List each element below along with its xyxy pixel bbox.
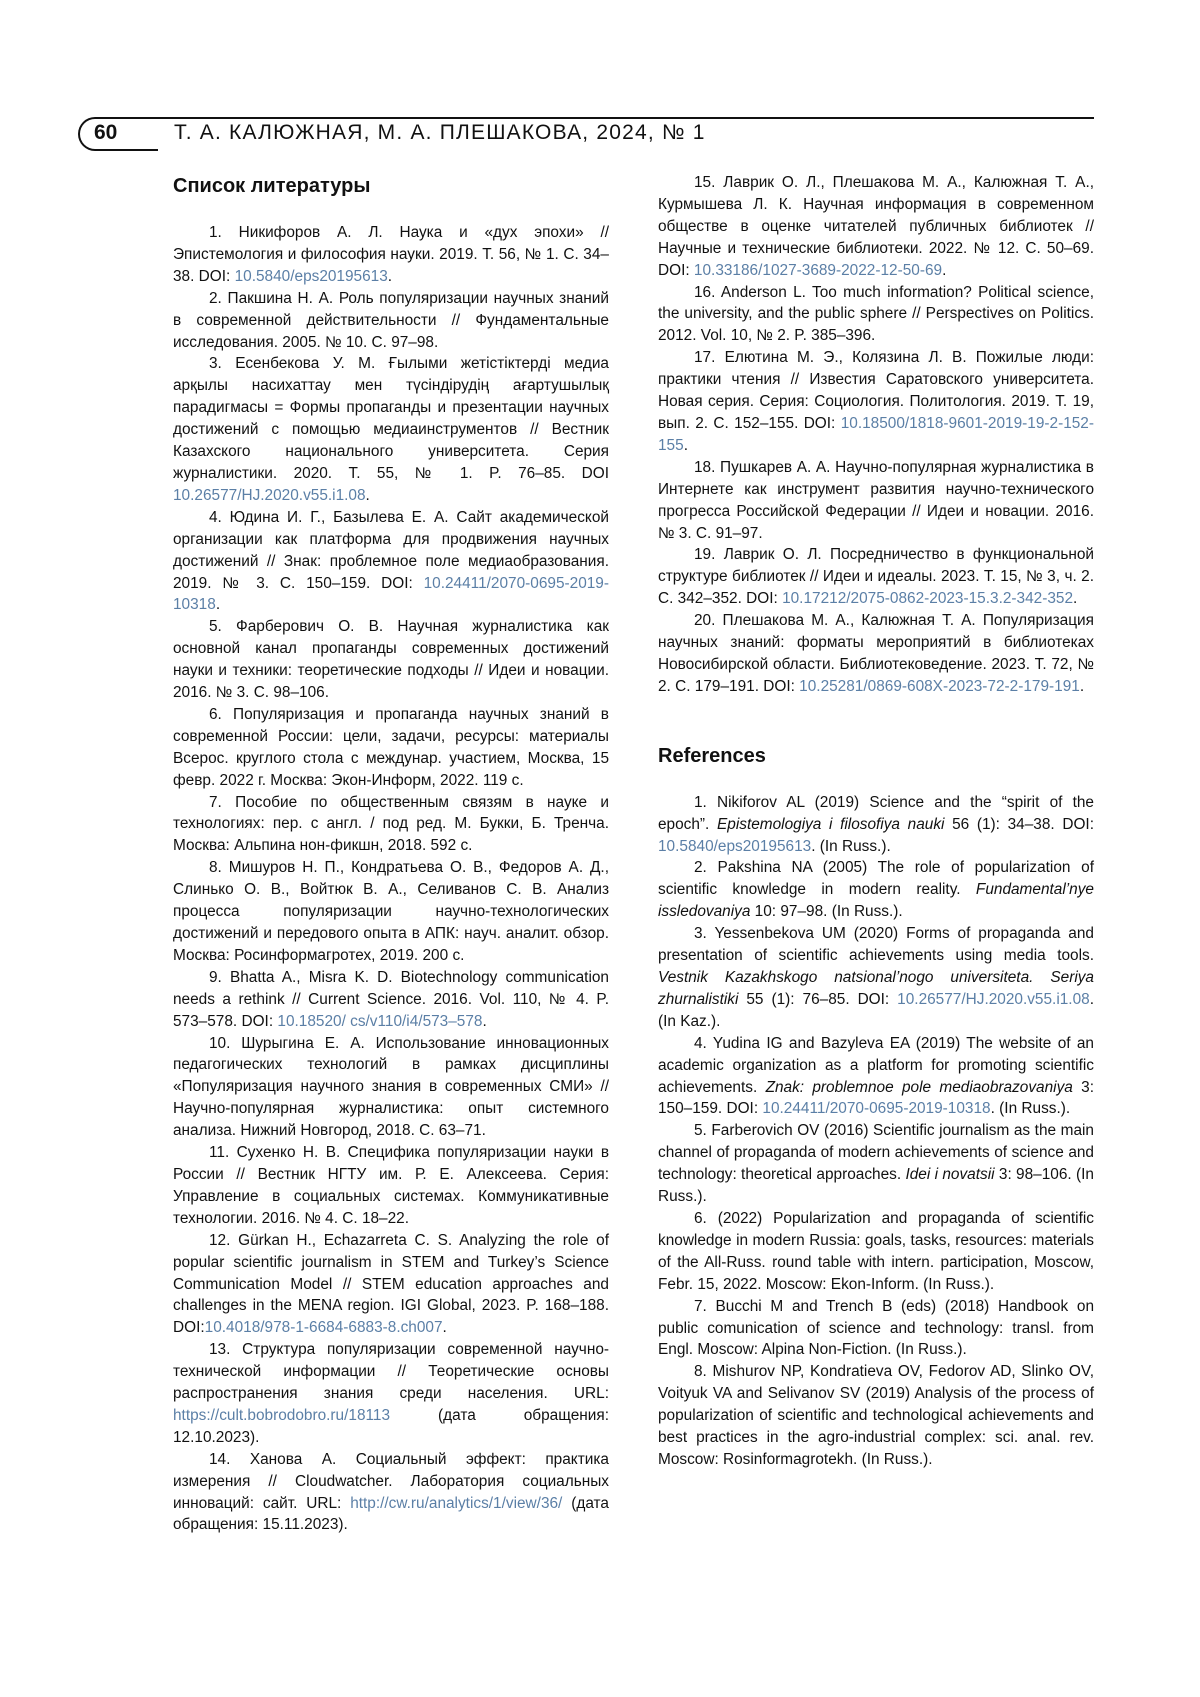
header-rule — [98, 117, 1094, 119]
doi-link[interactable]: 10.5840/eps20195613 — [234, 267, 388, 285]
reference-item-details: 55 (1): 76–85. DOI: — [738, 990, 898, 1008]
bibliography-item-text: 19. Лаврик О. Л. Посредничество в функциональной структуре библиотек // Идеи и идеалы. 2023. Т. 15, № 3, ч. 2. С. 342–352. DOI: — [658, 546, 1094, 608]
references-title: References — [658, 744, 766, 767]
reference-item — [658, 1120, 1094, 1208]
bibliography-item — [173, 616, 609, 704]
bibliography-item-suffix: . — [1073, 590, 1078, 608]
bibliography-item — [173, 1339, 609, 1449]
bibliography-item-text: 1. Никифоров А. Л. Наука и «дух эпохи» // Эпистемология и философия науки. 2019. Т. 56, № 1. С. 34–38. DOI: — [173, 224, 609, 285]
reference-item-text: 3. Yessenbekova UM (2020) Forms of propaganda and presentation of scientific achievements using media tools. — [658, 925, 1094, 965]
bibliography-item — [173, 792, 609, 858]
doi-link[interactable]: 10.17212/2075-0862-2023-15.3.2-342-352 — [782, 590, 1074, 608]
doi-link[interactable]: 10.24411/2070-0695-2019-10318 — [762, 1100, 991, 1118]
right-column — [658, 172, 1094, 1471]
reference-item-suffix: . (In Russ.). — [990, 1100, 1071, 1118]
bibliography-item-text: 5. Фарберович О. В. Научная журналистика как основной канал пропаганды современных достижений науки и техники: теоретические подходы // Идеи и новации. 2016. № 3. С. 98–106. — [173, 618, 609, 702]
bibliography-item — [173, 288, 609, 354]
bibliography-item-suffix: . — [215, 596, 221, 614]
bibliography-list-right — [658, 172, 1094, 698]
bibliography-item — [173, 1449, 609, 1537]
bibliography-item-suffix: . — [683, 436, 688, 454]
bibliography-item-text: 20. Плешакова М. А., Калюжная Т. А. Популяризация научных знаний: форматы мероприятий в библиотеках Новосибирской области. Библиотековедение. 2023. Т. 72, № 2. С. 179–191. DOI: — [658, 612, 1094, 695]
bibliography-item — [173, 857, 609, 967]
reference-item-suffix: . (In Kaz.). — [658, 990, 1094, 1030]
page-number: 60 — [94, 121, 118, 144]
doi-link[interactable]: 10.18500/1818-9601-2019-19-2-152-155 — [658, 414, 1094, 454]
reference-item-details: 56 (1): 34–38. DOI: — [944, 815, 1094, 833]
bibliography-item — [658, 172, 1094, 282]
reference-item — [658, 1033, 1094, 1121]
bibliography-item-text: 7. Пособие по общественным связям в науке и технологиях: пер. с англ. / под ред. М. Букки, Б. Тренча. Москва: Альпина нон-фикшн, 2018. 592 с. — [173, 793, 609, 855]
reference-item — [658, 1361, 1094, 1471]
doi-link[interactable]: http://cw.ru/analytics/1/view/36/ — [350, 1494, 563, 1512]
doi-link[interactable]: 10.24411/2070-0695-2019-10318 — [173, 574, 609, 614]
doi-link[interactable]: 10.26577/HJ.2020.v55.i1.08 — [173, 486, 366, 504]
bibliography-item — [658, 347, 1094, 457]
bibliography-item-suffix: (дата обращения: 15.11.2023). — [173, 1494, 609, 1534]
bibliography-item-text: 9. Bhatta A., Misra K. D. Biotechnology communication needs a rethink // Current Science. 2016. Vol. 110, № 4. P. 573–578. DOI: — [173, 968, 609, 1030]
doi-link[interactable]: https://cult.bobrodobro.ru/18113 — [173, 1406, 391, 1424]
bibliography-item — [658, 610, 1094, 698]
bibliography-list-left — [173, 222, 609, 1536]
reference-item-details: 10: 97–98. (In Russ.). — [750, 903, 903, 921]
bibliography-item-text: 14. Ханова А. Социальный эффект: практика измерения // Cloudwatcher. Лаборатория социальных инноваций: сайт. URL: — [173, 1450, 609, 1512]
reference-journal: Vestnik Kazakhskogo natsional’nogo universiteta. Seriya zhurnalistiki — [658, 969, 1094, 1008]
bibliography-item — [173, 507, 609, 617]
bibliography-title: Список литературы — [173, 175, 371, 197]
doi-link[interactable]: 10.18520/ cs/v110/i4/573–578 — [277, 1012, 483, 1030]
running-header — [78, 117, 1094, 151]
reference-item-text: 5. Farberovich OV (2016) Scientific journalism as the main channel of propaganda of modern achievements of science and technology: theoretical approaches. — [658, 1122, 1094, 1184]
bibliography-item — [173, 1142, 609, 1230]
bibliography-item-text: 18. Пушкарев А. А. Научно-популярная журналистика в Интернете как инструмент развития научно-технического прогресса Российской Федерации // Идеи и новации. 2016. № 3. С. 91–97. — [658, 458, 1094, 542]
bibliography-item — [173, 1230, 609, 1340]
reference-item-text: 1. Nikiforov AL (2019) Science and the “spirit of the epoch”. — [658, 793, 1094, 833]
bibliography-item-text: 3. Есенбекова У. М. Ғылыми жетістіктерді медиа арқылы насихаттау мен түсіндірудің ағартушылық парадигмасы = Формы пропаганды и презентации научных достижений с помощью медиаинструментов // Вестник Казахского национального университета. Серия журналистики. 2020. Т. 55, № 1. P. 76–85. DOI — [173, 355, 609, 482]
reference-item-details: 3: 98–106. (In Russ.). — [658, 1166, 1094, 1206]
bibliography-item-text: 16. Anderson L. Too much information? Political science, the university, and the public sphere // Perspectives on Politics. 2012. Vol. 10, № 2. P. 385–396. — [658, 283, 1094, 345]
reference-item — [658, 857, 1094, 923]
reference-item-text: 2. Pakshina NA (2005) The role of popularization of scientific knowledge in modern reality. — [658, 859, 1094, 899]
bibliography-item-text: 11. Сухенко Н. В. Специфика популяризации науки в России // Вестник НГТУ им. Р. Е. Алексеева. Серия: Управление в социальных системах. Коммуникативные технологии. 2016. № 4. С. 18–22. — [173, 1144, 609, 1227]
running-title: Т. А. КАЛЮЖНАЯ, М. А. ПЛЕШАКОВА, 2024, № 1 — [174, 121, 706, 144]
bibliography-item-text: 13. Структура популяризации современной научно-технической информации // Теоретические основы распространения знания среди населения. URL: — [173, 1341, 609, 1403]
bibliography-item-suffix: . — [942, 261, 947, 279]
reference-journal: Idei i novatsii — [905, 1166, 995, 1184]
bibliography-item — [658, 282, 1094, 348]
bibliography-item-suffix: . — [387, 267, 393, 285]
references-list — [658, 792, 1094, 1471]
bibliography-item-text: 8. Мишуров Н. П., Кондратьева О. В., Федоров А. Д., Слинько О. В., Войтюк В. А., Селиванов С. В. Анализ процесса популяризации научно-технологических достижений и передового опыта в АПК: науч. аналит. обзор. Москва: Росинформагротех, 2019. 200 с. — [173, 859, 609, 964]
doi-link[interactable]: 10.25281/0869-608X-2023-72-2-179-191 — [799, 677, 1080, 695]
bibliography-item — [173, 967, 609, 1033]
reference-item-details: 3: 150–159. DOI: — [658, 1078, 1094, 1118]
bibliography-item-suffix: . — [442, 1319, 447, 1337]
reference-journal: Fundamental’nye issledovaniya — [658, 881, 1094, 921]
bibliography-item-text: 17. Елютина М. Э., Колязина Л. В. Пожилые люди: практики чтения // Известия Саратовского университета. Новая серия. Серия: Социология. Политология. 2019. Т. 19, вып. 2. С. 152–155. DOI: — [658, 349, 1094, 432]
bibliography-item — [173, 222, 609, 288]
reference-item-text: 8. Mishurov NP, Kondratieva OV, Fedorov AD, Slinko OV, Voityuk VA and Selivanov SV (2019) Analysis of the process of popularization of scientific and technological achievements and best practices in the agro-industrial complex: sci. anal. rev. Moscow: Rosinformagrotekh. (In Russ.). — [658, 1363, 1094, 1468]
doi-link[interactable]: 10.33186/1027-3689-2022-12-50-69 — [693, 261, 943, 279]
bibliography-item-suffix: . — [482, 1012, 487, 1030]
reference-item — [658, 1296, 1094, 1362]
bibliography-item-suffix: (дата обращения: 12.10.2023). — [173, 1406, 609, 1446]
doi-link[interactable]: 10.26577/HJ.2020.v55.i1.08 — [897, 990, 1090, 1008]
reference-item-suffix: . (In Russ.). — [811, 837, 891, 855]
reference-item — [658, 792, 1094, 858]
bibliography-item — [173, 704, 609, 792]
bibliography-item — [658, 457, 1094, 545]
bibliography-item — [173, 353, 609, 506]
left-column — [173, 172, 609, 1536]
doi-link[interactable]: 10.5840/eps20195613 — [658, 837, 812, 855]
reference-item — [658, 1208, 1094, 1296]
bibliography-item-text: 4. Юдина И. Г., Базылева Е. А. Сайт академической организации как платформа для продвижения научных достижений // Знак: проблемное поле медиаобразования. 2019. № 3. С. 150–159. DOI: — [173, 508, 609, 592]
reference-item — [658, 923, 1094, 1033]
reference-journal: Epistemologiya i filosofiya nauki — [717, 815, 945, 833]
bibliography-item-suffix: . — [365, 486, 370, 504]
bibliography-item-text: 2. Пакшина Н. А. Роль популяризации научных знаний в современной действительности // Фундаментальные исследования. 2005. № 10. С. 97–98. — [173, 289, 609, 351]
reference-item-text: 4. Yudina IG and Bazyleva EA (2019) The website of an academic organization as a platform for promoting scientific achievements. — [658, 1034, 1094, 1096]
doi-link[interactable]: 10.4018/978-1-6684-6883-8.ch007 — [204, 1319, 443, 1337]
bibliography-item-suffix: . — [1079, 677, 1085, 695]
bibliography-item-text: 15. Лаврик О. Л., Плешакова М. А., Калюжная Т. А., Курмышева Л. К. Научная информация в современном обществе в оценке читателей публичных библиотек // Научные и технические библиотеки. 2022. № 12. С. 50–69. DOI: — [658, 174, 1094, 279]
bibliography-item-text: 10. Шурыгина Е. А. Использование инновационных педагогических технологий в рамках дисциплины «Популяризация научного знания в современных СМИ» // Научно-популярная журналистика: опыт системного анализа. Нижний Новгород, 2018. С. 63–71. — [173, 1034, 609, 1140]
bibliography-item — [658, 544, 1094, 610]
reference-journal: Znak: problemnoe pole mediaobrazovaniya — [765, 1078, 1073, 1096]
bibliography-item-text: 6. Популяризация и пропаганда научных знаний в современной России: цели, задачи, ресурсы: материалы Всерос. круглого стола с междунар. участием, Москва, 15 февр. 2022 г. Москва: Экон-Информ, 2022. 119 с. — [173, 705, 609, 789]
reference-item-text: 7. Bucchi M and Trench B (eds) (2018) Handbook on public comunication of science and technology: transl. from Engl. Moscow: Alpina Non-Fiction. (In Russ.). — [658, 1297, 1094, 1359]
bibliography-item — [173, 1033, 609, 1143]
reference-item-text: 6. (2022) Popularization and propaganda of scientific knowledge in modern Russia: goals, tasks, resources: materials of the All-Russ. round table with intern. participation, Moscow, Febr. 15, 2022. Moscow: Ekon-Inform. (In Russ.). — [658, 1209, 1094, 1293]
page-number-frame — [78, 117, 158, 151]
bibliography-item-text: 12. Gürkan H., Echazarreta C. S. Analyzing the role of popular scientific journalism in STEM and Turkey’s Science Communication Model // STEM education approaches and challenges in the MENA region. IGI Global, 2023. P. 168–188. DOI: — [173, 1231, 609, 1337]
